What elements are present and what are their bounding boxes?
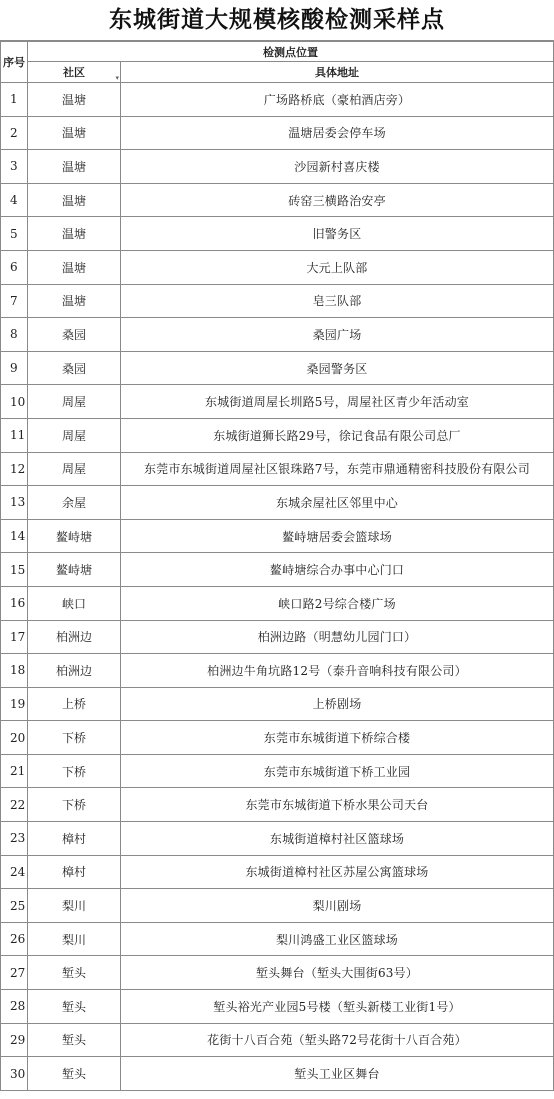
row-address: 温塘居委会停车场 [121, 116, 554, 150]
row-community: 温塘 [28, 83, 121, 117]
row-index: 18 [1, 654, 28, 688]
row-community: 堑头 [28, 990, 121, 1024]
row-community: 堑头 [28, 1023, 121, 1057]
filter-dropdown-icon[interactable]: ▾ [115, 73, 119, 82]
table-row [1, 183, 554, 217]
row-community: 堑头 [28, 956, 121, 990]
row-address: 柏洲边牛角坑路12号（泰升音响科技有限公司） [121, 654, 554, 688]
row-index: 4 [1, 183, 28, 217]
row-address: 鳌峙塘居委会篮球场 [121, 519, 554, 553]
row-index: 20 [1, 721, 28, 755]
row-index: 28 [1, 990, 28, 1024]
row-index: 11 [1, 418, 28, 452]
row-community: 梨川 [28, 889, 121, 923]
table-row [1, 519, 554, 553]
row-index: 10 [1, 385, 28, 419]
row-address: 东城街道樟村社区苏屋公寓篮球场 [121, 855, 554, 889]
row-address: 东莞市东城街道下桥综合楼 [121, 721, 554, 755]
table-row [1, 956, 554, 990]
row-address: 广场路桥底（豪柏酒店旁） [121, 83, 554, 117]
row-community: 桑园 [28, 351, 121, 385]
row-address: 花街十八百合苑（堑头路72号花街十八百合苑） [121, 1023, 554, 1057]
table-row [1, 385, 554, 419]
row-address: 东莞市东城街道下桥水果公司天台 [121, 788, 554, 822]
row-community: 余屋 [28, 486, 121, 520]
row-community: 堑头 [28, 1057, 121, 1091]
row-index: 3 [1, 150, 28, 184]
table-row [1, 822, 554, 856]
row-index: 1 [1, 83, 28, 117]
table-row [1, 754, 554, 788]
table-row [1, 452, 554, 486]
table-row [1, 922, 554, 956]
table-row [1, 855, 554, 889]
table-row [1, 116, 554, 150]
row-index: 2 [1, 116, 28, 150]
table-row [1, 83, 554, 117]
location-group-header: 检测点位置 [28, 42, 554, 62]
community-header[interactable] [28, 62, 121, 83]
table-row [1, 721, 554, 755]
row-address: 东莞市东城街道下桥工业园 [121, 754, 554, 788]
row-community: 周屋 [28, 418, 121, 452]
row-index: 9 [1, 351, 28, 385]
row-index: 21 [1, 754, 28, 788]
row-address: 东莞市东城街道周屋社区银珠路7号，东莞市鼎通精密科技股份有限公司 [121, 452, 554, 486]
table-row [1, 620, 554, 654]
row-community: 桑园 [28, 318, 121, 352]
row-index: 17 [1, 620, 28, 654]
row-community: 温塘 [28, 284, 121, 318]
row-address: 桑园广场 [121, 318, 554, 352]
table-row [1, 889, 554, 923]
table-row [1, 284, 554, 318]
table-row [1, 788, 554, 822]
row-index: 6 [1, 250, 28, 284]
row-community: 樟村 [28, 855, 121, 889]
row-index: 27 [1, 956, 28, 990]
row-address: 沙园新村喜庆楼 [121, 150, 554, 184]
table-row [1, 150, 554, 184]
table-row [1, 654, 554, 688]
row-index: 25 [1, 889, 28, 923]
sampling-sites-table [0, 41, 554, 1091]
row-address: 桑园警务区 [121, 351, 554, 385]
table-row [1, 318, 554, 352]
row-community: 下桥 [28, 721, 121, 755]
seq-header: 序号 [1, 42, 28, 83]
row-community: 温塘 [28, 150, 121, 184]
row-index: 15 [1, 553, 28, 587]
row-community: 温塘 [28, 217, 121, 251]
row-address: 堑头裕光产业园5号楼（堑头新楼工业街1号） [121, 990, 554, 1024]
table-row [1, 553, 554, 587]
row-address: 鳌峙塘综合办事中心门口 [121, 553, 554, 587]
row-address: 堑头舞台（堑头大围街63号） [121, 956, 554, 990]
row-address: 东城余屋社区邻里中心 [121, 486, 554, 520]
row-address: 旧警务区 [121, 217, 554, 251]
row-address: 梨川鸿盛工业区篮球场 [121, 922, 554, 956]
row-community: 上桥 [28, 687, 121, 721]
table-row [1, 687, 554, 721]
row-community: 温塘 [28, 250, 121, 284]
row-index: 30 [1, 1057, 28, 1091]
row-community: 下桥 [28, 788, 121, 822]
row-index: 26 [1, 922, 28, 956]
table-row [1, 418, 554, 452]
header-row-columns [1, 62, 554, 83]
table-row [1, 250, 554, 284]
row-address: 东城街道狮长路29号，徐记食品有限公司总厂 [121, 418, 554, 452]
table-row [1, 1057, 554, 1091]
row-community: 鳌峙塘 [28, 553, 121, 587]
row-community: 温塘 [28, 116, 121, 150]
row-address: 柏洲边路（明慧幼儿园门口） [121, 620, 554, 654]
row-community: 柏洲边 [28, 620, 121, 654]
row-address: 东城街道樟村社区篮球场 [121, 822, 554, 856]
row-index: 12 [1, 452, 28, 486]
row-index: 23 [1, 822, 28, 856]
row-community: 鳌峙塘 [28, 519, 121, 553]
row-index: 8 [1, 318, 28, 352]
row-address: 上桥剧场 [121, 687, 554, 721]
table-row [1, 586, 554, 620]
row-address: 堑头工业区舞台 [121, 1057, 554, 1091]
row-community: 下桥 [28, 754, 121, 788]
row-community: 柏洲边 [28, 654, 121, 688]
row-index: 29 [1, 1023, 28, 1057]
row-index: 22 [1, 788, 28, 822]
row-index: 14 [1, 519, 28, 553]
community-header-label: 社区 [63, 66, 85, 79]
row-index: 16 [1, 586, 28, 620]
row-address: 梨川剧场 [121, 889, 554, 923]
row-community: 周屋 [28, 452, 121, 486]
row-community: 峡口 [28, 586, 121, 620]
row-index: 5 [1, 217, 28, 251]
row-address: 大元上队部 [121, 250, 554, 284]
row-index: 7 [1, 284, 28, 318]
row-address: 峡口路2号综合楼广场 [121, 586, 554, 620]
row-address: 东城街道周屋长圳路5号，周屋社区青少年活动室 [121, 385, 554, 419]
table-row [1, 990, 554, 1024]
row-address: 皂三队部 [121, 284, 554, 318]
row-community: 梨川 [28, 922, 121, 956]
row-community: 樟村 [28, 822, 121, 856]
table-row [1, 1023, 554, 1057]
header-row-group [1, 42, 554, 62]
page-title: 东城街道大规模核酸检测采样点 [0, 0, 554, 41]
row-index: 19 [1, 687, 28, 721]
row-index: 24 [1, 855, 28, 889]
table-row [1, 351, 554, 385]
row-community: 温塘 [28, 183, 121, 217]
address-header: 具体地址 [121, 62, 554, 83]
table-row [1, 217, 554, 251]
row-address: 砖窑三横路治安亭 [121, 183, 554, 217]
row-community: 周屋 [28, 385, 121, 419]
table-row [1, 486, 554, 520]
row-index: 13 [1, 486, 28, 520]
